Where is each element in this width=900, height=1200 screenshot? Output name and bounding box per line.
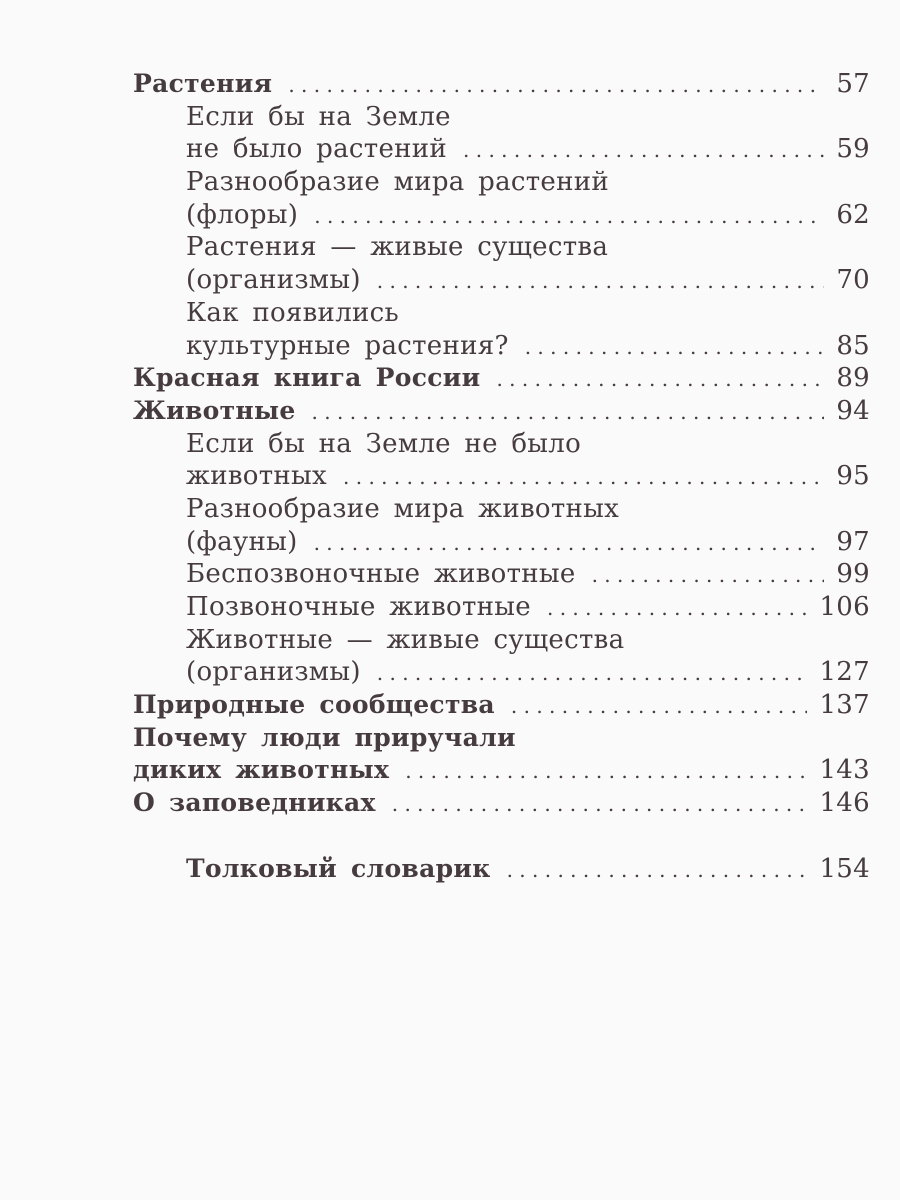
page-number: 99 bbox=[836, 559, 870, 590]
toc-title: (флоры) bbox=[186, 199, 299, 230]
toc-title: не было растений bbox=[186, 134, 448, 165]
toc-subsection[interactable] bbox=[133, 558, 870, 591]
toc-line bbox=[133, 493, 870, 526]
toc-title: (организмы) bbox=[186, 265, 361, 296]
toc-subsection[interactable] bbox=[133, 297, 870, 362]
toc-section[interactable] bbox=[133, 722, 870, 787]
toc-subsection[interactable] bbox=[133, 166, 870, 231]
toc-line bbox=[133, 297, 870, 330]
dot-leader bbox=[525, 331, 825, 364]
toc-section[interactable] bbox=[133, 68, 870, 101]
toc-title: Природные сообщества bbox=[133, 690, 495, 720]
toc-title: Животные — живые существа bbox=[186, 624, 625, 655]
page-number: 97 bbox=[836, 526, 870, 557]
toc-line bbox=[133, 362, 870, 395]
dot-leader bbox=[507, 854, 808, 887]
toc-title: Животные bbox=[133, 395, 296, 425]
toc-line bbox=[133, 101, 870, 134]
page-number: 127 bbox=[819, 657, 870, 688]
toc-title: Позвоночные животные bbox=[186, 592, 531, 622]
toc-line bbox=[133, 689, 870, 722]
toc-line bbox=[133, 428, 870, 461]
dot-leader bbox=[377, 265, 825, 298]
toc-title: Растения — живые существа bbox=[186, 232, 609, 263]
toc-line bbox=[133, 656, 870, 689]
toc-title: (организмы) bbox=[186, 657, 361, 688]
toc-line bbox=[133, 264, 870, 297]
toc-line bbox=[133, 199, 870, 232]
dot-leader bbox=[392, 788, 808, 821]
page-number: 154 bbox=[819, 853, 870, 884]
toc-line bbox=[133, 722, 870, 755]
toc-title: Как появились bbox=[186, 297, 399, 328]
dot-leader bbox=[314, 527, 825, 560]
dot-leader bbox=[547, 592, 807, 625]
toc-title: Если бы на Земле не было bbox=[186, 428, 582, 459]
toc-section[interactable] bbox=[133, 395, 870, 428]
toc-line bbox=[133, 133, 870, 166]
toc-section[interactable] bbox=[133, 787, 870, 820]
page-number: 95 bbox=[836, 461, 870, 492]
dot-leader bbox=[592, 559, 825, 592]
dot-leader bbox=[463, 134, 824, 167]
toc-subsection[interactable] bbox=[133, 101, 870, 166]
toc-title: О заповедниках bbox=[133, 788, 376, 818]
toc-line bbox=[133, 231, 870, 264]
toc-title: Беспозвоночные животные bbox=[186, 559, 576, 590]
toc-title: культурные растения? bbox=[186, 330, 509, 361]
toc-line bbox=[133, 754, 870, 787]
dot-leader bbox=[496, 363, 824, 396]
toc-line bbox=[133, 558, 870, 591]
toc-section[interactable] bbox=[133, 853, 870, 886]
spacer bbox=[133, 820, 870, 853]
dot-leader bbox=[405, 755, 807, 788]
toc-title: (фауны) bbox=[186, 526, 298, 557]
toc-section[interactable] bbox=[133, 362, 870, 395]
toc-line bbox=[133, 460, 870, 493]
page-number: 143 bbox=[819, 755, 870, 786]
page-number: 94 bbox=[836, 395, 870, 426]
toc-title: Красная книга России bbox=[133, 363, 481, 393]
page-number: 85 bbox=[836, 330, 870, 361]
page-number: 106 bbox=[819, 592, 870, 622]
toc-line bbox=[133, 853, 870, 886]
toc-title: Почему люди приручали bbox=[133, 722, 516, 752]
table-of-contents bbox=[133, 68, 870, 885]
toc-title: животных bbox=[186, 461, 328, 492]
toc-line bbox=[133, 68, 870, 101]
toc-title: Разнообразие мира растений bbox=[186, 167, 609, 198]
toc-subsection[interactable] bbox=[133, 428, 870, 493]
page-number: 57 bbox=[836, 69, 870, 99]
dot-leader bbox=[343, 461, 824, 494]
page-number: 146 bbox=[819, 788, 870, 819]
toc-subsection[interactable] bbox=[133, 231, 870, 296]
toc-line bbox=[133, 591, 870, 624]
toc-line bbox=[133, 330, 870, 363]
toc-line bbox=[133, 787, 870, 820]
toc-title: Разнообразие мира животных bbox=[186, 493, 620, 524]
page-number: 59 bbox=[836, 134, 870, 165]
toc-line bbox=[133, 624, 870, 657]
toc-subsection[interactable] bbox=[133, 624, 870, 689]
toc-subsection[interactable] bbox=[133, 493, 870, 558]
toc-subsection[interactable] bbox=[133, 591, 870, 624]
toc-title: диких животных bbox=[133, 755, 390, 785]
toc-title: Толковый словарик bbox=[186, 853, 491, 883]
toc-line bbox=[133, 526, 870, 559]
dot-leader bbox=[288, 69, 824, 102]
page-number: 137 bbox=[819, 690, 870, 721]
dot-leader bbox=[377, 657, 808, 690]
toc-line bbox=[133, 166, 870, 199]
page-number: 70 bbox=[836, 265, 870, 296]
toc-title: Растения bbox=[133, 69, 273, 98]
page-number: 62 bbox=[836, 199, 870, 230]
dot-leader bbox=[314, 200, 824, 233]
toc-title: Если бы на Земле bbox=[186, 101, 451, 132]
toc-section[interactable] bbox=[133, 689, 870, 722]
dot-leader bbox=[312, 396, 825, 429]
dot-leader bbox=[511, 690, 808, 723]
toc-line bbox=[133, 395, 870, 428]
page-number: 89 bbox=[836, 363, 870, 394]
